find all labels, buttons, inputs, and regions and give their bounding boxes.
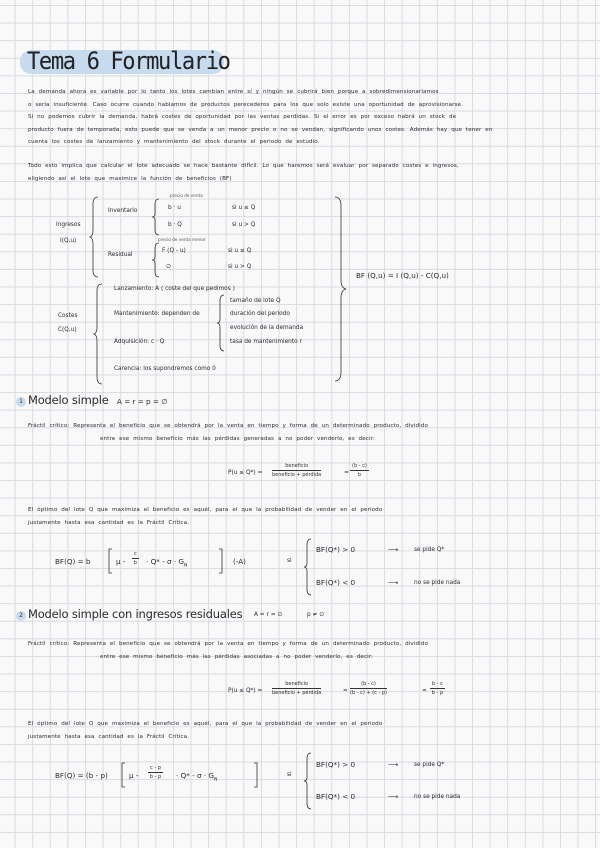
costes-fn: C(Q,u) (58, 327, 77, 333)
costes-label: Costes (58, 313, 78, 319)
s1-case2: BF(Q*) < 0 (316, 578, 356, 587)
s1-fraction-2 (350, 463, 369, 478)
s1-frac2-den: b (357, 472, 361, 478)
section-1-fractil (28, 420, 428, 445)
section-2-condition: A = r = ∅ (254, 612, 283, 618)
intro-line: Todo esto implica que calcular el lote adecuado se hace bastante difícil. Lo que haremos será evaluar por separado costes e ingresos, (28, 163, 459, 169)
fractil-line: Fráctil crítico: Representa el beneficio que se obtendrá por la venta en tiempo y forma de un determinado producto, dividido (28, 641, 428, 647)
s2-p-eq: = (343, 688, 348, 694)
s1-p-lhs: P(u ≤ Q*) = (228, 470, 263, 476)
costes-brace (94, 283, 106, 385)
res-case2-cond: si u > Q (228, 264, 252, 270)
arrow-right-icon: ⟶ (388, 792, 399, 801)
res-case2-expr: ∅ (166, 264, 172, 270)
residual-brace (151, 242, 161, 278)
optimo-line: El óptimo del lote Q que maximiza el beneficio es aquél, para el que la probabilidad de vender en el periodo (28, 721, 383, 727)
s2-fraction-3 (430, 681, 445, 696)
res-case1-cond: si u ≤ Q (228, 248, 252, 254)
arrow-right-icon: ⟶ (388, 760, 399, 769)
inv-case1-expr: b · u (168, 205, 181, 211)
s1-bf-mu: μ - (116, 557, 126, 566)
s2-bf-sub: N (213, 777, 218, 783)
intro-paragraph-2 (28, 160, 459, 185)
s2-frac3-num: b - c (432, 681, 443, 687)
s1-bf-lhs: BF(Q) = b (55, 557, 91, 566)
s2-p-lhs: P(u ≤ Q*) = (228, 688, 263, 694)
s1-frac2-num: (b - c) (352, 463, 367, 469)
s2-bf-rest (176, 771, 217, 782)
intro-line: eligiendo así el lote que maximice la función de beneficios (BF) (28, 175, 232, 182)
res-case1-expr: F (Q - u) (162, 248, 186, 254)
s2-frac2-den: (b - c) + (c - p) (350, 690, 387, 696)
s1-bf-frac-den: b (133, 560, 137, 566)
s1-fraction-1 (272, 463, 321, 478)
section-2-optimo (28, 718, 382, 743)
bf-formula: BF (Q,u) = I (Q,u) - C(Q,u) (356, 271, 449, 280)
s1-bf-tail: (-A) (233, 557, 246, 566)
s2-case2-result: no se pide nada (414, 794, 461, 800)
lanzamiento: Lanzamiento: A ( coste del que pedimos ) (114, 286, 235, 292)
carencia: Carencia: los supondremos como 0 (114, 366, 216, 372)
mantenimiento-brace (216, 294, 226, 352)
ingresos-fn: I(Q,u) (60, 238, 77, 244)
s2-case1: BF(Q*) > 0 (316, 760, 356, 769)
s1-case2-result: no se pide nada (414, 580, 461, 586)
s1-frac1-den: beneficio + pérdida (272, 472, 322, 478)
s1-case1-result: se pide Q* (414, 547, 445, 553)
s1-bf-frac-num: c (134, 551, 137, 557)
ingresos-brace (90, 196, 102, 278)
intro-line: La demanda ahora es variable por lo tanto los lotes cambian entre sí y ningún se cubrirá bien porque a sobredimensionaríamos (28, 89, 439, 95)
mant-item: duración del periodo (230, 311, 290, 317)
arrow-right-icon: ⟶ (388, 578, 399, 587)
s2-cases-brace (303, 752, 313, 810)
intro-line: Si no podemos cubrir la demanda, habrá costes de oportunidad por las ventas perdidas. Si el error es por exceso habrá un stock de (28, 114, 457, 121)
section-2-fractil (28, 638, 428, 663)
s2-p-eq2: = (422, 688, 427, 694)
s2-fraction-2 (350, 681, 387, 696)
s1-bf-fraction (132, 551, 139, 566)
page-title: Tema 6 Formulario (27, 47, 230, 75)
arrow-right-icon: ⟶ (388, 545, 399, 554)
intro-paragraph (28, 86, 492, 149)
s2-case1-result: se pide Q* (414, 762, 445, 768)
s2-bf-mu: μ - (129, 771, 139, 780)
inv-case1-cond: si u ≤ Q (232, 205, 256, 211)
fractil-line: entre ese mismo beneficio más las pérdidas generadas a no poder venderlo, es decir: (100, 435, 375, 442)
section-2-condition-2: p ≠ ∅ (307, 612, 325, 618)
bf-brace (334, 196, 348, 382)
ingresos-label: Ingresos (56, 222, 81, 228)
intro-line: cuenta los costes de lanzamiento y mantenimiento del stock durante el periodo de estudio. (28, 139, 320, 146)
section-2-number: 2 (16, 611, 26, 621)
s1-case1: BF(Q*) > 0 (316, 545, 356, 554)
intro-line: o sería insuficiente. Caso ocurre cuando hablamos de productos perecederos para los que solo existe una oportunidad de aprovisionarse. (28, 101, 463, 108)
optimo-line: justamente hasta esa cantidad es la Fráctil Crítica. (28, 733, 190, 740)
adquisicion: Adquisición: c · Q (114, 339, 165, 345)
precio-menor-note: precio de venta menor (158, 237, 206, 242)
s1-frac1-num: beneficio (272, 463, 321, 471)
s2-frac1-num: beneficio (272, 681, 321, 689)
s2-bf-fraction (148, 765, 163, 780)
s1-bf-rest-text: · Q* - σ · G (146, 557, 184, 566)
mant-item: evolución de la demanda (230, 325, 304, 331)
inventario-brace (151, 198, 161, 236)
s1-p-eq: = (344, 470, 349, 476)
section-2-title: Modelo simple con ingresos residuales (28, 607, 243, 621)
residual-label: Residual (108, 252, 133, 258)
s2-frac1-den: beneficio + pérdida (272, 690, 322, 696)
s1-cases-brace (303, 538, 313, 596)
inv-case2-cond: si u > Q (232, 222, 256, 228)
mant-item: tamaño de lote Q (230, 298, 281, 304)
section-1-optimo (28, 504, 382, 529)
fractil-line: Fráctil crítico: Representa el beneficio que se obtendrá por la venta en tiempo y forma de un determinado producto, dividido (28, 423, 428, 429)
inv-case2-expr: b · Q (168, 222, 182, 228)
optimo-line: justamente hasta esa cantidad es la Fráctil Crítica. (28, 519, 190, 526)
s2-bf-frac-den: b - p (149, 774, 162, 780)
s1-si: si (287, 558, 292, 564)
section-1-condition: A = r = p = ∅ (117, 397, 168, 406)
s1-bf-sub: N (183, 563, 188, 569)
s2-si: si (287, 772, 292, 778)
section-1-title: Modelo simple (28, 393, 109, 407)
mantenimiento: Mantenimiento: dependen de (114, 311, 200, 317)
fractil-line: entre ese mismo beneficio más las pérdidas asociadas a no poder venderlo, es decir: (100, 653, 374, 660)
s2-case2: BF(Q*) < 0 (316, 792, 356, 801)
s2-frac2-num: (b - c) (350, 681, 387, 689)
s2-bf-lhs: BF(Q) = (b - p) (55, 771, 108, 780)
optimo-line: El óptimo del lote Q que maximiza el beneficio es aquél, para el que la probabilidad de vender en el periodo (28, 507, 383, 513)
s2-bf-rest-text: · Q* - σ · G (176, 771, 214, 780)
s1-bf-rest (146, 557, 187, 568)
mant-item: tasa de mantenimiento r (230, 339, 302, 345)
s2-fraction-1 (272, 681, 321, 696)
inventario-label: Inventario (108, 208, 138, 214)
s2-bf-frac-num: c - p (150, 765, 161, 771)
intro-line: producto fuera de temporada, esto puede que se venda a un menor precio o no se vendan, significando unos costes. Además hay que tener en (28, 126, 493, 133)
s2-frac3-den: b - p (431, 690, 444, 696)
section-1-number: 1 (16, 397, 26, 407)
precio-venta-note: precio de venta (170, 193, 203, 198)
